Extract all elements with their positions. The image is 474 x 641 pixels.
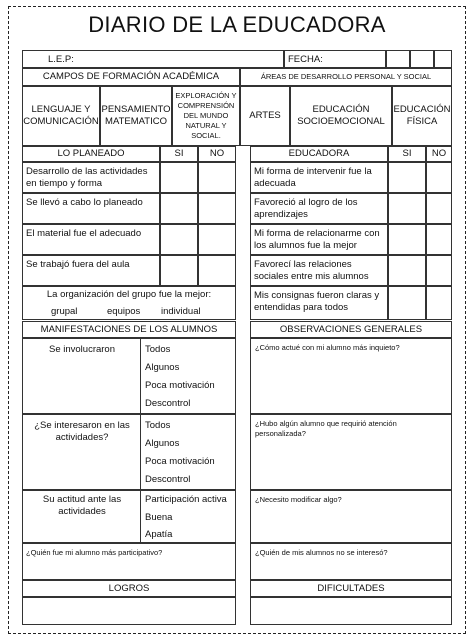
educadora-si-checkbox[interactable] <box>388 162 426 193</box>
option-todos[interactable]: Todos <box>145 344 171 355</box>
planeado-row-label: Se trabajó fuera del aula <box>22 255 160 286</box>
educadora-no-checkbox[interactable] <box>426 162 452 193</box>
lep-field[interactable] <box>22 50 284 68</box>
educadora-row-label: Favoreció al logro de los aprendizajes <box>250 193 388 224</box>
page-title: DIARIO DE LA EDUCADORA <box>88 12 386 37</box>
option-participacion-activa[interactable]: Participación activa <box>145 494 227 505</box>
dificultades-heading: DIFICULTADES <box>250 580 452 597</box>
planeado-row-label: El material fue el adecuado <box>22 224 160 255</box>
area-socioemocional[interactable]: EDUCACIÓN SOCIOEMOCIONAL <box>290 86 392 146</box>
educadora-si-checkbox[interactable] <box>388 193 426 224</box>
manifestacion-label-cell <box>22 490 140 543</box>
fecha-cell-3[interactable] <box>434 50 452 68</box>
manifestacion-options-cell <box>140 414 236 490</box>
option-algunos[interactable]: Algunos <box>145 438 180 449</box>
option-todos[interactable]: Todos <box>145 420 171 431</box>
option-equipos[interactable]: equipos <box>107 306 141 317</box>
organizacion-label: La organización del grupo fue la mejor: <box>46 289 212 300</box>
lo-planeado-heading: LO PLANEADO <box>22 146 160 162</box>
educadora-si-checkbox[interactable] <box>388 286 426 320</box>
observaciones-heading: OBSERVACIONES GENERALES <box>250 321 452 338</box>
educadora-no-checkbox[interactable] <box>426 286 452 320</box>
planeado-si-checkbox[interactable] <box>160 255 198 286</box>
planeado-row-label: Desarrollo de las actividades en tiempo y forma <box>22 162 160 193</box>
campo-lenguaje[interactable]: LENGUAJE Y COMUNICACIÓN <box>22 86 100 146</box>
manifestacion-label: Se involucraron <box>48 344 115 355</box>
manifestacion-options-cell <box>140 338 236 414</box>
educadora-row-label: Mi forma de relacionarme con los alumnos fue la mejor <box>250 224 388 255</box>
educadora-heading: EDUCADORA <box>250 146 388 162</box>
logros-heading: LOGROS <box>22 580 236 597</box>
planeado-si-checkbox[interactable] <box>160 224 198 255</box>
educadora-no-heading: NO <box>426 146 452 162</box>
areas-desarrollo-heading: ÁREAS DE DESARROLLO PERSONAL Y SOCIAL <box>240 68 452 86</box>
manifestacion-label-cell <box>22 338 140 414</box>
area-educacion-fisica[interactable]: EDUCACIÓN FÍSICA <box>392 86 452 146</box>
educadora-si-checkbox[interactable] <box>388 255 426 286</box>
dificultades-field[interactable] <box>250 597 452 625</box>
observacion-question[interactable]: ¿Cómo actué con mi alumno más inquieto? <box>250 338 452 414</box>
participativo-question[interactable]: ¿Quién fue mi alumno más participativo? <box>22 543 236 580</box>
planeado-no-heading: NO <box>198 146 236 162</box>
planeado-si-checkbox[interactable] <box>160 193 198 224</box>
manifestaciones-heading: MANIFESTACIONES DE LOS ALUMNOS <box>22 321 236 338</box>
campos-formacion-heading: CAMPOS DE FORMACIÓN ACADÉMICA <box>22 68 240 86</box>
educadora-no-checkbox[interactable] <box>426 224 452 255</box>
educadora-si-heading: SI <box>388 146 426 162</box>
observacion-question[interactable]: ¿Hubo algún alumno que requirió atención personalizada? <box>250 414 452 490</box>
fecha-label: FECHA: <box>288 54 323 65</box>
fecha-cell-2[interactable] <box>410 50 434 68</box>
option-descontrol[interactable]: Descontrol <box>145 474 191 485</box>
planeado-no-checkbox[interactable] <box>198 193 236 224</box>
area-artes[interactable]: ARTES <box>240 86 290 146</box>
observacion-question[interactable]: ¿Quién de mis alumnos no se interesó? <box>250 543 452 580</box>
educadora-row-label: Mi forma de intervenir fue la adecuada <box>250 162 388 193</box>
manifestacion-options-cell <box>140 490 236 543</box>
campo-pensamiento[interactable]: PENSAMIENTO MATEMATICO <box>100 86 172 146</box>
option-buena[interactable]: Buena <box>145 512 173 523</box>
planeado-row-label: Se llevó a cabo lo planeado <box>22 193 160 224</box>
educadora-no-checkbox[interactable] <box>426 255 452 286</box>
fecha-field[interactable] <box>284 50 386 68</box>
campo-exploracion[interactable]: EXPLORACIÓN Y COMPRENSIÓN DEL MUNDO NATURAL Y SOCIAL. <box>172 86 240 146</box>
lep-label: L.E.P: <box>48 54 74 65</box>
option-apatia[interactable]: Apatía <box>145 529 173 540</box>
planeado-no-checkbox[interactable] <box>198 162 236 193</box>
manifestacion-label-cell <box>22 414 140 490</box>
planeado-no-checkbox[interactable] <box>198 224 236 255</box>
manifestacion-label: Su actitud ante las actividades <box>42 494 122 517</box>
observacion-question[interactable]: ¿Necesito modificar algo? <box>250 490 452 543</box>
educadora-row-label: Favorecí las relaciones sociales entre mis alumnos <box>250 255 388 286</box>
educadora-row-label: Mis consignas fueron claras y entendidas para todos <box>250 286 388 320</box>
planeado-si-checkbox[interactable] <box>160 162 198 193</box>
logros-field[interactable] <box>22 597 236 625</box>
option-individual[interactable]: individual <box>161 306 201 317</box>
manifestacion-label: ¿Se interesaron en las actividades? <box>34 420 130 443</box>
option-poca-motivacion[interactable]: Poca motivación <box>145 380 215 391</box>
planeado-si-heading: SI <box>160 146 198 162</box>
option-algunos[interactable]: Algunos <box>145 362 180 373</box>
option-poca-motivacion[interactable]: Poca motivación <box>145 456 215 467</box>
educadora-si-checkbox[interactable] <box>388 224 426 255</box>
fecha-cell-1[interactable] <box>386 50 410 68</box>
option-descontrol[interactable]: Descontrol <box>145 398 191 409</box>
planeado-no-checkbox[interactable] <box>198 255 236 286</box>
organizacion-cell <box>22 286 236 320</box>
option-grupal[interactable]: grupal <box>51 306 78 317</box>
educadora-no-checkbox[interactable] <box>426 193 452 224</box>
